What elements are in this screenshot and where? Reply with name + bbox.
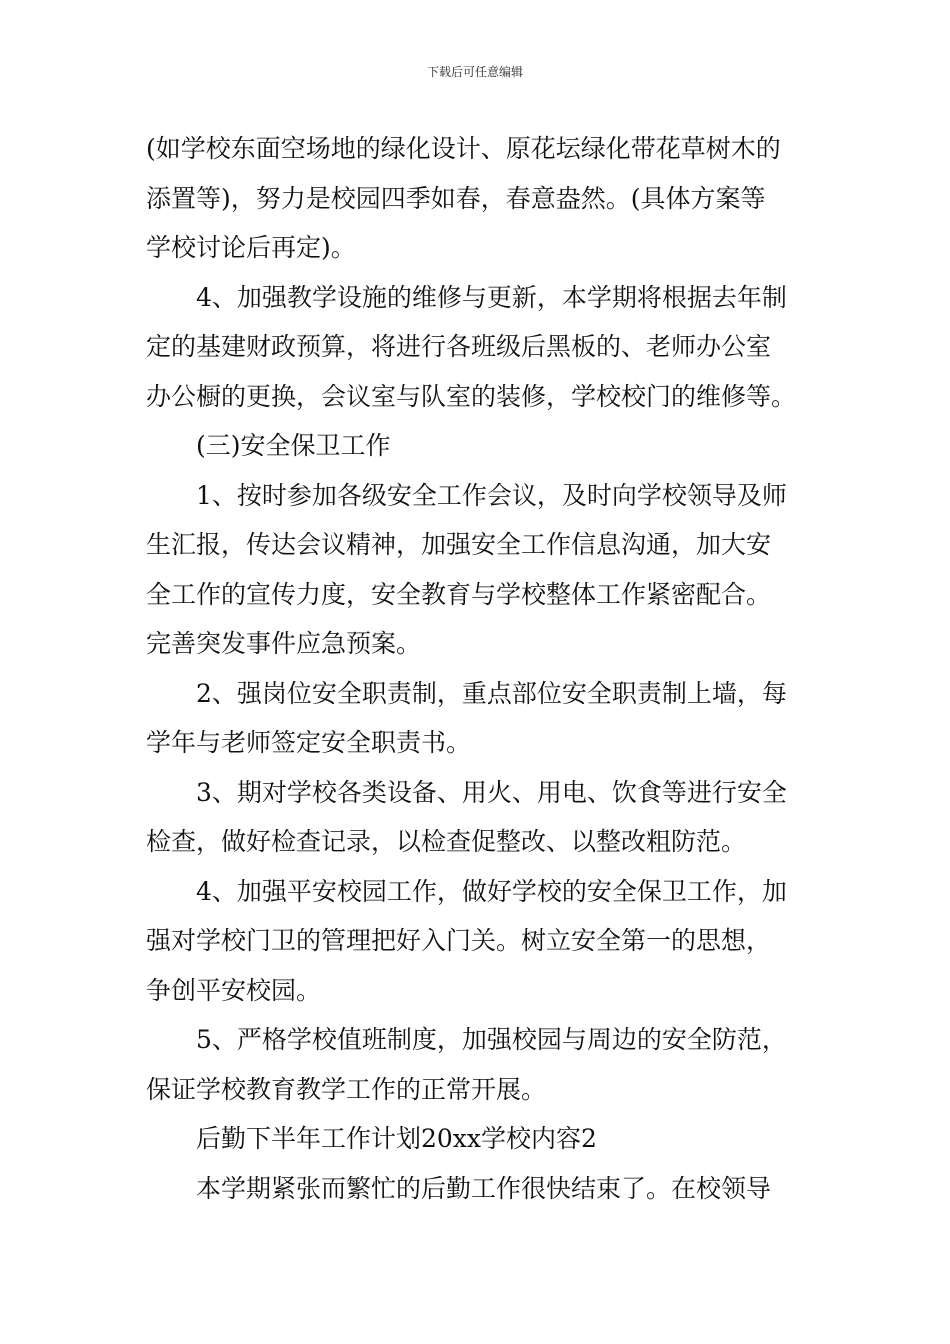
text-line: 完善突发事件应急预案。 xyxy=(146,629,422,658)
text-line: 2、强岗位安全职责制，重点部位安全职责制上墙，每 xyxy=(196,678,787,708)
text-line: 定的基建财政预算，将进行各班级后黑板的、老师办公室 xyxy=(146,332,772,361)
text-line: 学年与老师签定安全职责书。 xyxy=(146,728,472,757)
text-line: (如学校东面空场地的绿化设计、原花坛绿化带花草树木的 xyxy=(146,134,781,163)
page-header-note: 下载后可任意编辑 xyxy=(426,65,523,79)
text-line: 4、加强教学设施的维修与更新，本学期将根据去年制 xyxy=(196,282,787,312)
text-line: 3、期对学校各类设备、用火、用电、饮食等进行安全 xyxy=(196,777,787,807)
text-line: 办公橱的更换，会议室与队室的装修，学校校门的维修等。 xyxy=(146,381,797,411)
text-line: 生汇报，传达会议精神，加强安全工作信息沟通，加大安 xyxy=(146,530,772,559)
text-line: 强对学校门卫的管理把好入门关。树立安全第一的思想， xyxy=(146,926,772,955)
section-heading: 后勤下半年工作计划20xx学校内容2 xyxy=(196,1124,597,1153)
text-line: 添置等)，努力是校园四季如春，春意盎然。(具体方案等 xyxy=(146,183,766,213)
text-line: 全工作的宣传力度，安全教育与学校整体工作紧密配合。 xyxy=(146,579,772,609)
text-line: 本学期紧张而繁忙的后勤工作很快结束了。在校领导 xyxy=(196,1173,772,1203)
text-line: 检查，做好检查记录，以检查促整改、以整改粗防范。 xyxy=(146,827,747,856)
document-body xyxy=(146,124,811,1213)
text-line: 保证学校教育教学工作的正常开展。 xyxy=(146,1074,547,1104)
text-line: 1、按时参加各级安全工作会议，及时向学校领导及师 xyxy=(196,480,787,510)
text-line: 争创平安校园。 xyxy=(146,975,322,1005)
text-line: 学校讨论后再定)。 xyxy=(146,233,356,262)
text-line: 4、加强平安校园工作，做好学校的安全保卫工作，加 xyxy=(196,876,787,906)
section-heading: (三)安全保卫工作 xyxy=(196,431,391,460)
text-line: 5、严格学校值班制度，加强校园与周边的安全防范， xyxy=(196,1025,787,1054)
